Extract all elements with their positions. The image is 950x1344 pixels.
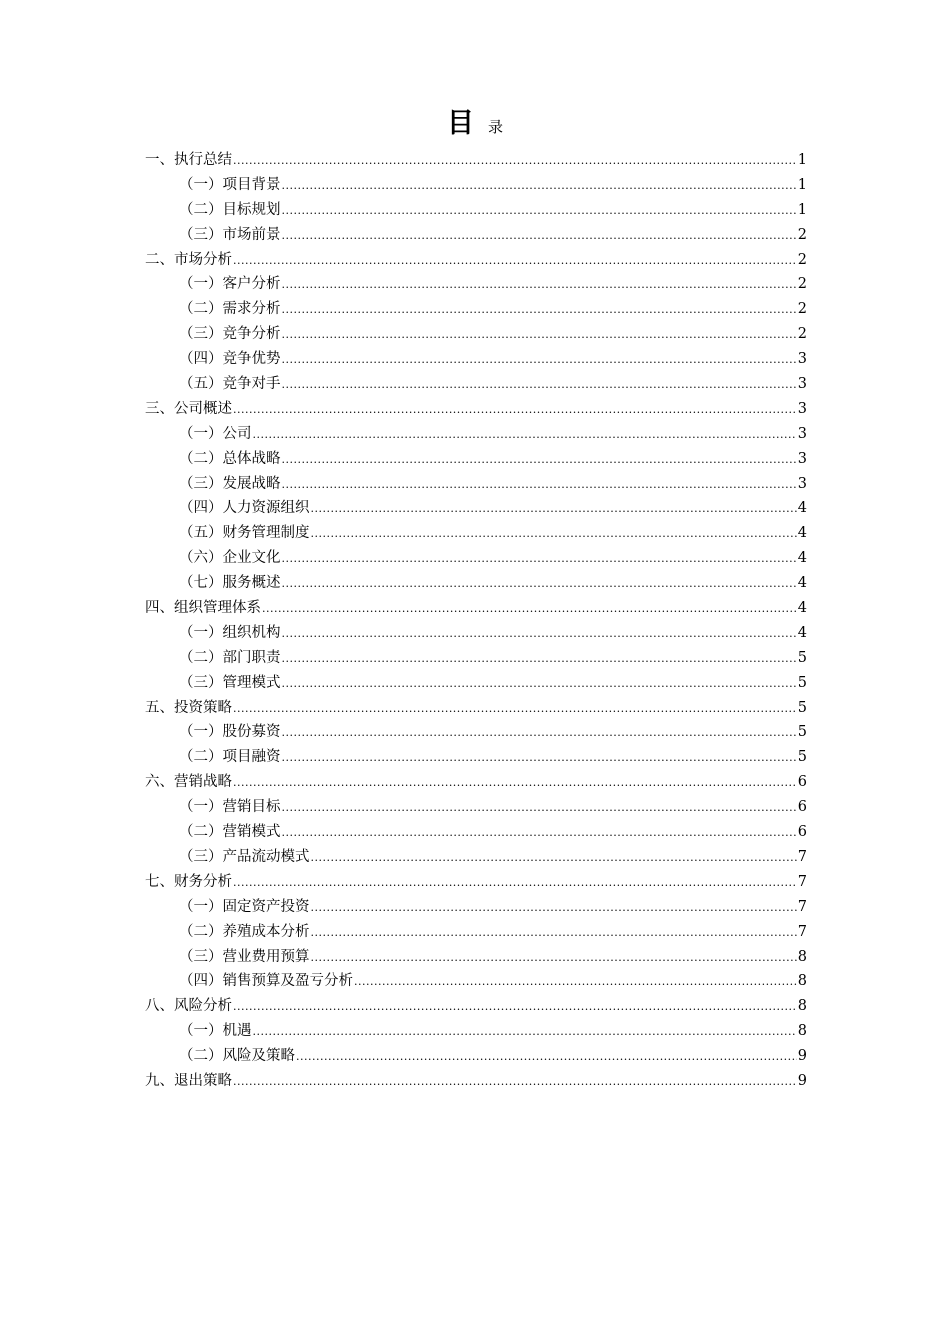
- toc-entry-label: （四）人力资源组织: [179, 500, 310, 517]
- toc-entry[interactable]: [145, 945, 807, 970]
- toc-entry[interactable]: [145, 223, 807, 248]
- toc-dot-leader: [282, 746, 797, 771]
- toc-entry-label: （三）产品流动模式: [179, 848, 310, 865]
- toc-dot-leader: [282, 572, 797, 597]
- toc-entry-page: 2: [797, 301, 807, 318]
- toc-dot-leader: [233, 697, 797, 722]
- toc-entry-page: 2: [797, 226, 807, 243]
- toc-title-second: 录: [487, 118, 503, 136]
- toc-entry-page: 1: [797, 176, 807, 193]
- toc-entry-page: 9: [797, 1072, 807, 1089]
- toc-entry-label: （七）服务概述: [179, 575, 281, 592]
- toc-entry[interactable]: [145, 521, 807, 546]
- toc-entry-page: 5: [797, 649, 807, 666]
- toc-dot-leader: [354, 970, 797, 995]
- toc-entry[interactable]: [145, 1019, 807, 1044]
- toc-dot-leader: [282, 273, 797, 298]
- toc-entry[interactable]: [145, 347, 807, 372]
- toc-entry-label: （三）营业费用预算: [179, 948, 310, 965]
- toc-entry-label: （一）项目背景: [179, 176, 281, 193]
- toc-dot-leader: [296, 1045, 797, 1070]
- toc-entry-label: （二）总体战略: [179, 450, 281, 467]
- toc-entry-label: 四、组织管理体系: [145, 600, 261, 617]
- toc-entry-page: 5: [797, 674, 807, 691]
- toc-dot-leader: [282, 199, 797, 224]
- toc-dot-leader: [282, 473, 797, 498]
- toc-entry[interactable]: [145, 671, 807, 696]
- toc-entry-page: 4: [797, 525, 807, 542]
- toc-entry-page: 5: [797, 724, 807, 741]
- toc-entry[interactable]: [145, 969, 807, 994]
- toc-dot-leader: [311, 846, 797, 871]
- toc-entry[interactable]: [145, 248, 807, 273]
- toc-entry-label: （一）组织机构: [179, 624, 281, 641]
- toc-entry-label: 一、执行总结: [145, 152, 232, 168]
- toc-entry-page: 1: [797, 201, 807, 218]
- toc-dot-leader: [233, 249, 797, 274]
- toc-entry[interactable]: [145, 496, 807, 521]
- toc-entry-label: （一）客户分析: [179, 276, 281, 293]
- toc-entry[interactable]: [145, 720, 807, 745]
- toc-entry-label: 五、投资策略: [145, 699, 232, 716]
- toc-entry-page: 6: [797, 824, 807, 841]
- toc-entry[interactable]: [145, 297, 807, 322]
- toc-dot-leader: [282, 647, 797, 672]
- toc-entry-page: 4: [797, 600, 807, 617]
- toc-entry-label: （四）竞争优势: [179, 351, 281, 368]
- toc-entry-page: 2: [797, 251, 807, 268]
- toc-entry[interactable]: [145, 770, 807, 795]
- toc-entry[interactable]: [145, 820, 807, 845]
- toc-entry-label: （五）竞争对手: [179, 376, 281, 393]
- toc-entry-page: 8: [797, 1023, 807, 1040]
- toc-entry[interactable]: [145, 472, 807, 497]
- toc-entry-page: 8: [797, 948, 807, 965]
- toc-entry-label: （一）固定资产投资: [179, 898, 310, 915]
- toc-entry[interactable]: [145, 596, 807, 621]
- toc-entry-label: 七、财务分析: [145, 873, 232, 890]
- toc-dot-leader: [311, 921, 797, 946]
- toc-entry-label: 三、公司概述: [145, 400, 232, 417]
- toc-entry[interactable]: [145, 372, 807, 397]
- toc-dot-leader: [282, 323, 797, 348]
- toc-entry-label: （二）营销模式: [179, 824, 281, 841]
- toc-entry[interactable]: [145, 198, 807, 223]
- toc-entry[interactable]: [145, 148, 807, 173]
- toc-entry[interactable]: [145, 621, 807, 646]
- toc-dot-leader: [282, 224, 797, 249]
- toc-entry-page: 6: [797, 774, 807, 791]
- toc-entry-label: （三）管理模式: [179, 674, 281, 691]
- toc-dot-leader: [262, 597, 797, 622]
- toc-dot-leader: [282, 448, 797, 473]
- toc-entry-label: （二）目标规划: [179, 201, 281, 218]
- toc-dot-leader: [311, 946, 797, 971]
- toc-entry[interactable]: [145, 696, 807, 721]
- toc-title-main: 目: [446, 108, 474, 139]
- toc-dot-leader: [233, 771, 797, 796]
- toc-entry[interactable]: [145, 546, 807, 571]
- toc-entry[interactable]: [145, 447, 807, 472]
- toc-entry-page: 2: [797, 276, 807, 293]
- toc-entry-page: 9: [797, 1048, 807, 1065]
- toc-entry-page: 8: [797, 973, 807, 990]
- toc-entry-label: （二）项目融资: [179, 749, 281, 766]
- toc-entry-label: （一）公司: [179, 425, 252, 442]
- toc-entry-label: （三）竞争分析: [179, 326, 281, 343]
- toc-entry-label: 八、风险分析: [145, 998, 232, 1015]
- toc-dot-leader: [282, 373, 797, 398]
- toc-entry-page: 7: [797, 898, 807, 915]
- toc-entry-label: （一）营销目标: [179, 799, 281, 816]
- toc-entry-label: （二）风险及策略: [179, 1048, 295, 1065]
- toc-dot-leader: [233, 1070, 797, 1095]
- toc-entry-page: 3: [797, 400, 807, 417]
- toc-dot-leader: [311, 522, 797, 547]
- toc-entry-label: （三）市场前景: [179, 226, 281, 243]
- toc-dot-leader: [282, 721, 797, 746]
- toc-entry-label: 六、营销战略: [145, 774, 232, 791]
- toc-entry-page: 5: [797, 749, 807, 766]
- toc-entry-label: （六）企业文化: [179, 550, 281, 567]
- toc-entry[interactable]: [145, 397, 807, 422]
- toc-entry-label: （一）股份募资: [179, 724, 281, 741]
- toc-entry[interactable]: [145, 895, 807, 920]
- toc-dot-leader: [311, 896, 797, 921]
- toc-entry-page: 7: [797, 873, 807, 890]
- toc-dot-leader: [282, 174, 797, 199]
- toc-entry-label: （二）养殖成本分析: [179, 923, 310, 940]
- toc-entry-page: 5: [797, 699, 807, 716]
- toc-entry[interactable]: [145, 1069, 807, 1094]
- toc-entry[interactable]: [145, 1044, 807, 1069]
- toc-entry-page: 2: [797, 326, 807, 343]
- toc-dot-leader: [253, 423, 797, 448]
- toc-entry[interactable]: [145, 795, 807, 820]
- toc-entry[interactable]: [145, 173, 807, 198]
- toc-dot-leader: [282, 821, 797, 846]
- toc-dot-leader: [233, 995, 797, 1020]
- toc-entry-label: 九、退出策略: [145, 1072, 232, 1089]
- toc-dot-leader: [233, 398, 797, 423]
- toc-entry-label: （五）财务管理制度: [179, 525, 310, 542]
- toc-entry-page: 3: [797, 351, 807, 368]
- toc-entry[interactable]: [145, 745, 807, 770]
- toc-entry-page: 6: [797, 799, 807, 816]
- toc-entry[interactable]: [145, 422, 807, 447]
- toc-entry-page: 3: [797, 450, 807, 467]
- toc-dot-leader: [282, 622, 797, 647]
- toc-entry-page: 4: [797, 624, 807, 641]
- table-of-contents: [145, 148, 807, 1094]
- toc-entry-label: （二）部门职责: [179, 649, 281, 666]
- toc-entry[interactable]: [145, 994, 807, 1019]
- toc-entry-page: 4: [797, 575, 807, 592]
- toc-entry-page: 7: [797, 848, 807, 865]
- toc-entry-label: （一）机遇: [179, 1023, 252, 1040]
- toc-dot-leader: [233, 149, 797, 174]
- toc-dot-leader: [282, 672, 797, 697]
- toc-entry[interactable]: [145, 322, 807, 347]
- toc-entry[interactable]: [145, 571, 807, 596]
- toc-dot-leader: [282, 796, 797, 821]
- toc-dot-leader: [282, 348, 797, 373]
- toc-entry-label: （三）发展战略: [179, 475, 281, 492]
- toc-dot-leader: [233, 871, 797, 896]
- toc-dot-leader: [282, 547, 797, 572]
- toc-entry-label: （二）需求分析: [179, 301, 281, 318]
- toc-entry-page: 8: [797, 998, 807, 1015]
- toc-entry-page: 1: [797, 152, 807, 168]
- toc-entry-page: 3: [797, 425, 807, 442]
- toc-entry[interactable]: [145, 920, 807, 945]
- toc-entry-page: 4: [797, 550, 807, 567]
- toc-entry-page: 3: [797, 376, 807, 393]
- toc-title: [0, 106, 950, 145]
- toc-entry[interactable]: [145, 272, 807, 297]
- toc-entry-page: 3: [797, 475, 807, 492]
- toc-entry-page: 7: [797, 923, 807, 940]
- toc-entry-label: （四）销售预算及盈亏分析: [179, 973, 353, 990]
- toc-entry-page: 4: [797, 500, 807, 517]
- toc-entry[interactable]: [145, 845, 807, 870]
- toc-entry[interactable]: [145, 646, 807, 671]
- toc-dot-leader: [282, 298, 797, 323]
- toc-entry-label: 二、市场分析: [145, 251, 232, 268]
- toc-dot-leader: [311, 497, 797, 522]
- toc-entry[interactable]: [145, 870, 807, 895]
- toc-dot-leader: [253, 1020, 797, 1045]
